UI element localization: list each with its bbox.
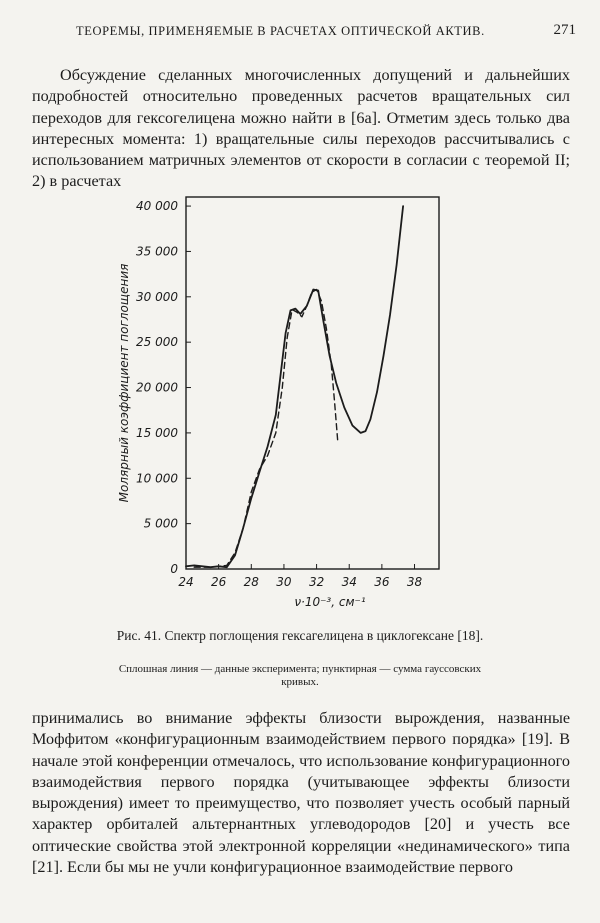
y-tick-label: 30 000 (136, 289, 178, 304)
chart-series (186, 206, 403, 567)
x-tick-label: 36 (374, 575, 390, 589)
body-paragraph-top: Обсуждение сделанных многочисленных допущений и дальнейших подробностей относительно проведенных расчетов вращательных сил переходов для гексогелицена можно найти в [6а]. Отметим здесь только два интересных момента: 1) вращательные силы переходов рассчитывались с использованием матричных элементов от скорости в согласии с теоремой II; 2) в расчетах (32, 66, 570, 191)
page-number: 271 (553, 22, 576, 38)
x-tick-label: 34 (341, 575, 357, 589)
x-tick-label: 30 (276, 575, 292, 589)
x-tick-label: 26 (211, 575, 227, 589)
x-axis-label: ν·10⁻³, см⁻¹ (294, 595, 366, 609)
y-tick-label: 15 000 (136, 425, 178, 440)
y-tick-label: 25 000 (136, 335, 178, 350)
x-tick-label: 24 (178, 575, 194, 589)
experimental-solid-line (186, 206, 403, 567)
y-tick-label: 35 000 (136, 244, 178, 259)
body-paragraph-bottom: принимались во внимание эффекты близости вырождения, названные Моффитом «конфигурационным взаимодействием первого порядка» [19]. В начале этой конференции отмечалось, что использование конфигурационного взаимодействия первого порядка (учитывающее эффекты близости вырождения) имеет то преимущество, что позволяет учесть особый парный характер орбиталей альтернантных углеводородов [20] и учесть все оптические свойства этой электронной корреляции «нединамического» типа [21]. Если бы мы не учли конфигурационное взаимодействие первого (32, 709, 570, 877)
absorption-spectrum-chart (0, 185, 600, 625)
x-tick-label: 32 (308, 575, 325, 589)
x-tick-label: 38 (406, 575, 423, 589)
figure-caption: Рис. 41. Спектр поглощения гексагелицена в циклогексане [18]. (116, 628, 484, 643)
y-tick-label: 20 000 (136, 380, 178, 395)
plot-frame (186, 197, 439, 569)
y-tick-label: 0 (170, 562, 178, 576)
y-tick-label: 5 000 (143, 516, 178, 531)
y-axis-label: Молярный коэффициент поглощения (117, 263, 131, 503)
chart-axes (136, 197, 439, 589)
y-tick-label: 40 000 (136, 199, 178, 214)
y-tick-label: 10 000 (136, 471, 178, 486)
figure-note: Сплошная линия — данные эксперимента; пунктирная — сумма гауссовских кривых. (118, 663, 482, 688)
gaussian-sum-dashed-line (194, 290, 338, 568)
x-tick-label: 28 (243, 575, 259, 589)
running-title: ТЕОРЕМЫ, ПРИМЕНЯЕМЫЕ В РАСЧЕТАХ ОПТИЧЕСКОЙ АКТИВ. (76, 24, 485, 38)
